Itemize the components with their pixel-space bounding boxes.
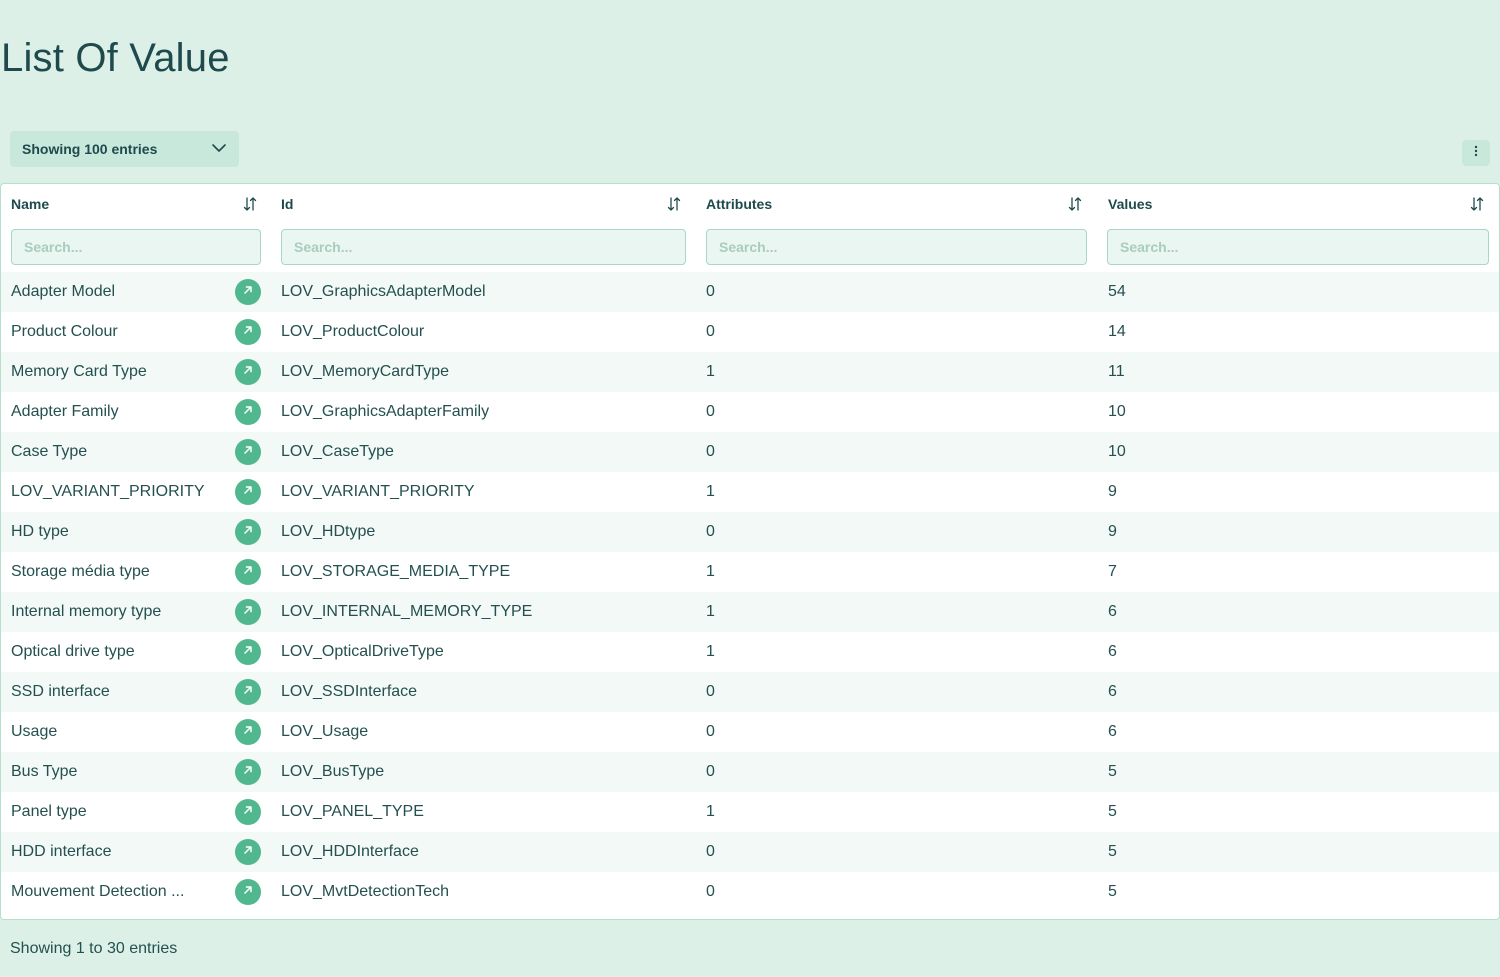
cell-values: 5 [1108,763,1117,780]
cell-values: 6 [1108,603,1117,620]
arrow-up-right-icon [242,443,254,461]
cell-values: 5 [1108,803,1117,820]
cell-values: 10 [1108,403,1126,420]
table-row [1,432,1499,472]
cell-id: LOV_VARIANT_PRIORITY [281,483,475,500]
cell-name: HDD interface [11,843,112,860]
cell-name: Adapter Family [11,403,119,420]
cell-values: 11 [1108,363,1125,380]
cell-attributes: 0 [706,843,715,860]
cell-name: Internal memory type [11,603,162,620]
column-header-name[interactable] [11,184,257,224]
open-record-button[interactable] [235,359,261,385]
name-search-input[interactable] [11,229,261,265]
arrow-up-right-icon [242,483,254,501]
cell-name: HD type [11,523,69,540]
open-record-button[interactable] [235,639,261,665]
arrow-up-right-icon [242,763,254,781]
more-options-button[interactable] [1462,140,1490,166]
cell-name: Bus Type [11,763,78,780]
arrow-up-right-icon [242,803,254,821]
cell-attributes: 0 [706,883,715,900]
table-body [1,272,1499,912]
open-record-button[interactable] [235,839,261,865]
arrow-up-right-icon [242,283,254,301]
table-row [1,392,1499,432]
open-record-button[interactable] [235,319,261,345]
page-title: List Of Value [1,36,230,80]
cell-values: 54 [1108,283,1126,300]
table-row [1,712,1499,752]
arrow-up-right-icon [242,683,254,701]
open-record-button[interactable] [235,679,261,705]
table-row [1,752,1499,792]
pagination-info: Showing 1 to 30 entries [10,940,178,957]
cell-attributes: 0 [706,683,715,700]
cell-id: LOV_CaseType [281,443,394,460]
cell-values: 6 [1108,683,1117,700]
sort-icon[interactable] [1470,196,1484,212]
cell-attributes: 0 [706,283,715,300]
cell-attributes: 0 [706,523,715,540]
cell-name: Usage [11,723,58,740]
table-row [1,592,1499,632]
cell-name: Optical drive type [11,643,135,660]
cell-attributes: 0 [706,723,715,740]
column-label-values: Values [1108,196,1153,212]
column-label-name: Name [11,196,50,212]
arrow-up-right-icon [242,603,254,621]
sort-icon[interactable] [1068,196,1082,212]
cell-attributes: 1 [706,803,715,820]
cell-id: LOV_OpticalDriveType [281,643,444,660]
cell-name: Adapter Model [11,283,116,300]
cell-values: 9 [1108,483,1117,500]
open-record-button[interactable] [235,279,261,305]
open-record-button[interactable] [235,399,261,425]
column-label-attributes: Attributes [706,196,773,212]
column-header-attributes[interactable] [706,184,1082,224]
arrow-up-right-icon [242,723,254,741]
cell-values: 6 [1108,723,1117,740]
entries-per-page-select[interactable] [10,131,239,167]
attributes-search-input[interactable] [706,229,1087,265]
column-label-id: Id [281,196,294,212]
cell-id: LOV_MemoryCardType [281,363,450,380]
id-search-input[interactable] [281,229,686,265]
entries-select-label: Showing 100 entries [22,141,158,157]
cell-id: LOV_ProductColour [281,323,425,340]
cell-name: Mouvement Detection ... [11,883,185,900]
table-row [1,872,1499,912]
cell-id: LOV_Usage [281,723,369,740]
cell-attributes: 1 [706,643,715,660]
table-row [1,672,1499,712]
open-record-button[interactable] [235,799,261,825]
values-search-input[interactable] [1107,229,1489,265]
cell-values: 7 [1108,563,1117,580]
cell-name: LOV_VARIANT_PRIORITY [11,483,205,500]
arrow-up-right-icon [242,563,254,581]
cell-values: 14 [1108,323,1126,340]
cell-id: LOV_GraphicsAdapterModel [281,283,486,300]
table-row [1,552,1499,592]
table-row [1,632,1499,672]
arrow-up-right-icon [242,883,254,901]
open-record-button[interactable] [235,759,261,785]
cell-id: LOV_BusType [281,763,385,780]
table-row [1,352,1499,392]
cell-id: LOV_SSDInterface [281,683,418,700]
table-row [1,272,1499,312]
cell-name: Memory Card Type [11,363,147,380]
arrow-up-right-icon [242,323,254,341]
cell-id: LOV_STORAGE_MEDIA_TYPE [281,563,511,580]
cell-values: 6 [1108,643,1117,660]
chevron-down-icon [211,140,227,159]
open-record-button[interactable] [235,599,261,625]
cell-name: Storage média type [11,563,150,580]
vertical-ellipsis-icon [1474,144,1478,162]
cell-id: LOV_PANEL_TYPE [281,803,424,820]
cell-attributes: 0 [706,443,715,460]
cell-name: SSD interface [11,683,110,700]
cell-values: 5 [1108,883,1117,900]
arrow-up-right-icon [242,363,254,381]
cell-attributes: 1 [706,563,715,580]
table-row [1,312,1499,352]
cell-attributes: 0 [706,763,715,780]
cell-id: LOV_GraphicsAdapterFamily [281,403,490,420]
open-record-button[interactable] [235,879,261,905]
cell-attributes: 1 [706,483,715,500]
open-record-button[interactable] [235,479,261,505]
arrow-up-right-icon [242,403,254,421]
column-header-id[interactable] [281,184,681,224]
cell-name: Product Colour [11,323,118,340]
arrow-up-right-icon [242,643,254,661]
lov-table [0,183,1500,920]
table-row [1,472,1499,512]
cell-name: Case Type [11,443,88,460]
table-row [1,512,1499,552]
open-record-button[interactable] [235,519,261,545]
cell-attributes: 1 [706,363,715,380]
cell-attributes: 0 [706,323,715,340]
arrow-up-right-icon [242,523,254,541]
cell-values: 10 [1108,443,1126,460]
table-header [1,184,1499,224]
table-row [1,832,1499,872]
column-header-values[interactable] [1108,184,1484,224]
cell-attributes: 1 [706,603,715,620]
open-record-button[interactable] [235,439,261,465]
cell-id: LOV_MvtDetectionTech [281,883,450,900]
open-record-button[interactable] [235,559,261,585]
table-row [1,792,1499,832]
cell-name: Panel type [11,803,87,820]
sort-icon[interactable] [667,196,681,212]
cell-id: LOV_INTERNAL_MEMORY_TYPE [281,603,533,620]
cell-id: LOV_HDtype [281,523,376,540]
open-record-button[interactable] [235,719,261,745]
sort-icon[interactable] [243,196,257,212]
cell-values: 9 [1108,523,1117,540]
cell-values: 5 [1108,843,1117,860]
arrow-up-right-icon [242,843,254,861]
cell-id: LOV_HDDInterface [281,843,419,860]
cell-attributes: 0 [706,403,715,420]
